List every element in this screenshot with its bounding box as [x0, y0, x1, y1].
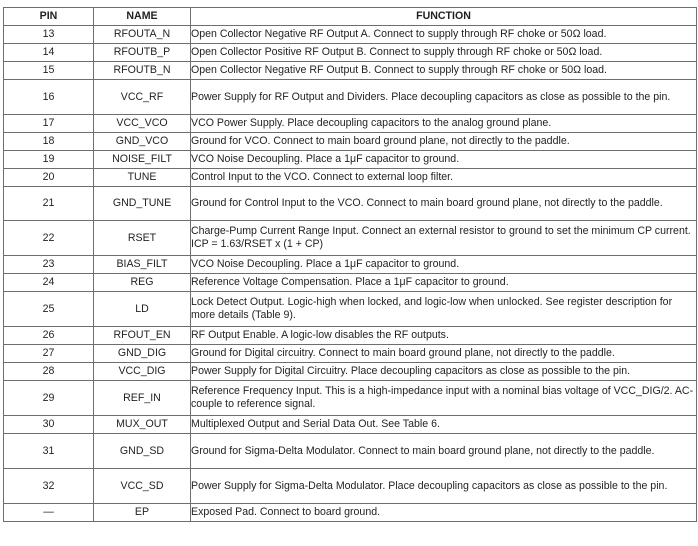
- header-name: NAME: [94, 8, 191, 26]
- pin-name: BIAS_FILT: [94, 256, 191, 274]
- pin-number: 15: [4, 62, 94, 80]
- pin-name: GND_VCO: [94, 133, 191, 151]
- pin-name: RFOUTB_P: [94, 44, 191, 62]
- table-row: [4, 381, 697, 416]
- table-row: [4, 151, 697, 169]
- pin-name: VCC_RF: [94, 80, 191, 115]
- pin-function: Power Supply for RF Output and Dividers. Place decoupling capacitors as close as possible to the pin.: [191, 80, 697, 115]
- pin-number: 26: [4, 327, 94, 345]
- table-row: [4, 292, 697, 327]
- table-row: [4, 115, 697, 133]
- table-row: [4, 133, 697, 151]
- header-pin: PIN: [4, 8, 94, 26]
- pin-number: 22: [4, 221, 94, 256]
- table-row: [4, 416, 697, 434]
- pin-function: Reference Frequency Input. This is a high-impedance input with a nominal bias voltage of VCC_DIG/2. AC-couple to reference signal.: [191, 381, 697, 416]
- cropped-heading-fragment: [0, 0, 698, 4]
- pin-number: —: [4, 504, 94, 522]
- table-row: [4, 187, 697, 221]
- table-row: [4, 274, 697, 292]
- pin-number: 24: [4, 274, 94, 292]
- pin-function: Ground for Digital circuitry. Connect to main board ground plane, not directly to the paddle.: [191, 345, 697, 363]
- pin-name: EP: [94, 504, 191, 522]
- pin-name: NOISE_FILT: [94, 151, 191, 169]
- pin-function: Open Collector Positive RF Output B. Connect to supply through RF choke or 50Ω load.: [191, 44, 697, 62]
- table-row: [4, 256, 697, 274]
- table-row: [4, 62, 697, 80]
- table-row: [4, 80, 697, 115]
- table-row: [4, 44, 697, 62]
- table-row: [4, 169, 697, 187]
- pin-function: VCO Power Supply. Place decoupling capacitors to the analog ground plane.: [191, 115, 697, 133]
- pin-function: Ground for Sigma-Delta Modulator. Connect to main board ground plane, not directly to the paddle.: [191, 434, 697, 469]
- pin-name: VCC_VCO: [94, 115, 191, 133]
- table-row: [4, 26, 697, 44]
- pin-number: 17: [4, 115, 94, 133]
- pin-number: 30: [4, 416, 94, 434]
- pin-function: Ground for Control Input to the VCO. Connect to main board ground plane, not directly to the paddle.: [191, 187, 697, 221]
- pin-number: 31: [4, 434, 94, 469]
- pin-function: Control Input to the VCO. Connect to external loop filter.: [191, 169, 697, 187]
- pin-name: GND_TUNE: [94, 187, 191, 221]
- pin-name: VCC_DIG: [94, 363, 191, 381]
- pin-function: VCO Noise Decoupling. Place a 1μF capacitor to ground.: [191, 256, 697, 274]
- pin-function: Exposed Pad. Connect to board ground.: [191, 504, 697, 522]
- table-row: [4, 363, 697, 381]
- pin-number: 29: [4, 381, 94, 416]
- pin-name: VCC_SD: [94, 469, 191, 504]
- pin-name: TUNE: [94, 169, 191, 187]
- pin-function: VCO Noise Decoupling. Place a 1μF capacitor to ground.: [191, 151, 697, 169]
- table-row: [4, 469, 697, 504]
- pin-function: Power Supply for Digital Circuitry. Place decoupling capacitors as close as possible to the pin.: [191, 363, 697, 381]
- pin-number: 32: [4, 469, 94, 504]
- pin-description-table: [3, 7, 697, 522]
- pin-name: GND_SD: [94, 434, 191, 469]
- table-header-row: [4, 8, 697, 26]
- pin-number: 28: [4, 363, 94, 381]
- pin-name: REG: [94, 274, 191, 292]
- pin-function: Open Collector Negative RF Output A. Connect to supply through RF choke or 50Ω load.: [191, 26, 697, 44]
- pin-function: Reference Voltage Compensation. Place a 1μF capacitor to ground.: [191, 274, 697, 292]
- pin-number: 13: [4, 26, 94, 44]
- pin-number: 23: [4, 256, 94, 274]
- pin-name: RFOUT_EN: [94, 327, 191, 345]
- table-row: [4, 345, 697, 363]
- pin-function: Lock Detect Output. Logic-high when locked, and logic-low when unlocked. See register description for more details (Table 9).: [191, 292, 697, 327]
- pin-number: 25: [4, 292, 94, 327]
- pin-name: RFOUTA_N: [94, 26, 191, 44]
- pin-name: RFOUTB_N: [94, 62, 191, 80]
- table-row: [4, 327, 697, 345]
- pin-name: REF_IN: [94, 381, 191, 416]
- pin-name: LD: [94, 292, 191, 327]
- pin-number: 18: [4, 133, 94, 151]
- pin-number: 16: [4, 80, 94, 115]
- pin-function: Open Collector Negative RF Output B. Connect to supply through RF choke or 50Ω load.: [191, 62, 697, 80]
- pin-name: GND_DIG: [94, 345, 191, 363]
- pin-number: 19: [4, 151, 94, 169]
- table-row: [4, 221, 697, 256]
- pin-number: 20: [4, 169, 94, 187]
- pin-number: 27: [4, 345, 94, 363]
- pin-function: Charge-Pump Current Range Input. Connect an external resistor to ground to set the minimum CP current. ICP = 1.63/RSET x (1 + CP): [191, 221, 697, 256]
- pin-function: Power Supply for Sigma-Delta Modulator. Place decoupling capacitors as close as possible to the pin.: [191, 469, 697, 504]
- pin-function: Ground for VCO. Connect to main board ground plane, not directly to the paddle.: [191, 133, 697, 151]
- pin-number: 14: [4, 44, 94, 62]
- pin-name: MUX_OUT: [94, 416, 191, 434]
- header-function: FUNCTION: [191, 8, 697, 26]
- pin-function: RF Output Enable. A logic-low disables the RF outputs.: [191, 327, 697, 345]
- table-row: [4, 504, 697, 522]
- pin-function: Multiplexed Output and Serial Data Out. See Table 6.: [191, 416, 697, 434]
- pin-number: 21: [4, 187, 94, 221]
- pin-name: RSET: [94, 221, 191, 256]
- table-row: [4, 434, 697, 469]
